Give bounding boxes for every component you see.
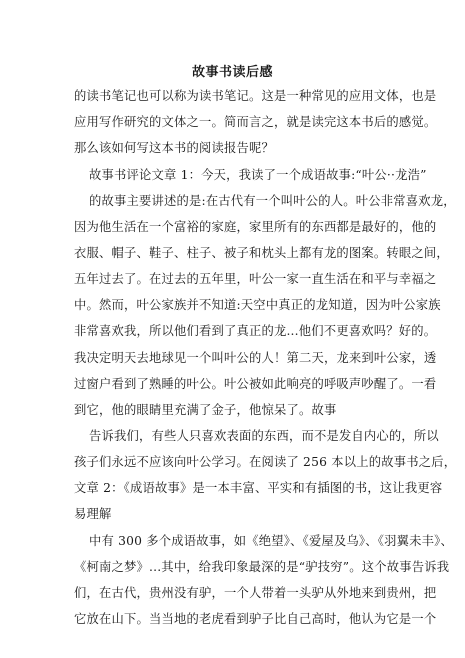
text-line: 应用写作研究的文体之一。简而言之，就是读完这本书后的感觉。 bbox=[74, 115, 437, 129]
text-line: 到它，他的眼睛里充满了金子，他惊呆了。故事 bbox=[74, 403, 337, 417]
text-line: 非常喜欢我，所以他们看到了真正的龙...他们不更喜欢吗？好的。 bbox=[74, 324, 437, 338]
text-line: 衣服、帽子、鞋子、柱子、被子和枕头上都有龙的图案。转眼之间， bbox=[74, 246, 449, 260]
text-line: 易理解 bbox=[74, 507, 112, 521]
text-line: 故事书评论文章 1：今天，我读了一个成语故事:“叶公··龙浩” bbox=[89, 168, 427, 182]
text-line: 过窗户看到了熟睡的叶公。叶公被如此响亮的呼吸声吵醒了。一看 bbox=[74, 377, 437, 391]
text-line: 五年过去了。在过去的五年里，叶公一家一直生活在和平与幸福之 bbox=[74, 272, 437, 286]
text-line: 告诉我们，有些人只喜欢表面的东西，而不是发自内心的，所以 bbox=[89, 429, 439, 443]
text-line: 中。然而，叶公家族并不知道:天空中真正的龙知道，因为叶公家族 bbox=[74, 298, 441, 312]
text-line: 文章 2：《成语故事》是一本丰富、平实和有插图的书，这让我更容 bbox=[74, 481, 443, 495]
text-line: 它放在山下。当当地的老虎看到驴子比自己高时，他认为它是一个 bbox=[74, 612, 437, 626]
text-line: 那么该如何写这本书的阅读报告呢？ bbox=[74, 141, 274, 155]
text-line: 孩子们永远不应该向叶公学习。在阅读了 256 本以上的故事书之后， bbox=[74, 455, 457, 469]
text-line: 的读书笔记也可以称为读书笔记。这是一种常见的应用文体，也是 bbox=[74, 89, 437, 103]
text-line: 中有 300 多个成语故事，如《绝望》、《爱屋及乌》、《羽翼未丰》、 bbox=[89, 534, 453, 548]
text-line: 《柯南之梦》...其中，给我印象最深的是“驴技穷”。这个故事告诉我 bbox=[74, 560, 450, 574]
document-title: 故事书读后感 bbox=[191, 65, 273, 80]
text-line: 我决定明天去地球见一个叫叶公的人！第二天，龙来到叶公家，透 bbox=[74, 351, 437, 365]
text-line: 的故事主要讲述的是:在古代有一个叫叶公的人。叶公非常喜欢龙， bbox=[89, 194, 456, 208]
text-line: 因为他生活在一个富裕的家庭，家里所有的东西都是最好的，他的 bbox=[74, 220, 437, 234]
text-line: 们，在古代，贵州没有驴，一个人带着一头驴从外地来到贵州，把 bbox=[74, 586, 437, 600]
